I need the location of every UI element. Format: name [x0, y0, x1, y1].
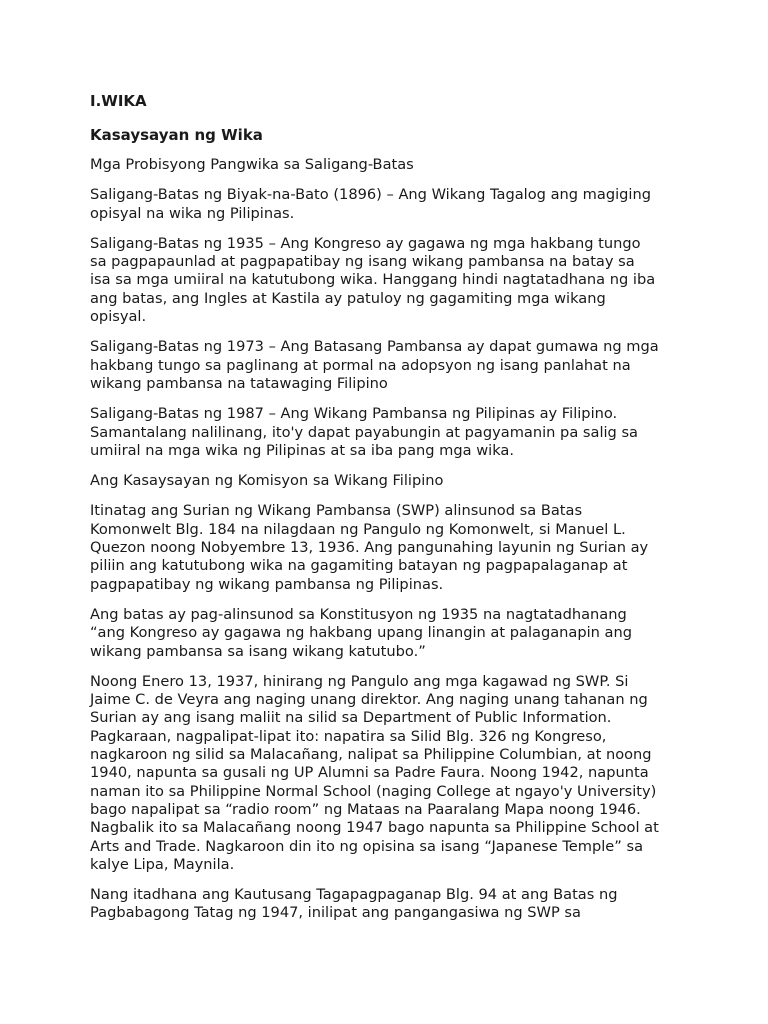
paragraph-swp-history: [90, 673, 690, 874]
paragraph-biyak-na-bato: [90, 186, 690, 223]
text-line: Jaime C. de Veyra ang naging unang direktor. Ang naging unang tahanan ng: [90, 691, 648, 709]
section-subheading: Kasaysayan ng Wika: [90, 126, 263, 144]
paragraph-komisyon-title: [90, 472, 690, 490]
section-heading: I.WIKA: [90, 92, 147, 110]
text-line: Noong Enero 13, 1937, hinirang ng Pangulo ang mga kagawad ng SWP. Si: [90, 672, 629, 690]
text-line: Surian ay ang isang maliit na silid sa Department of Public Information.: [90, 709, 612, 727]
text-line: Nagbalik ito sa Malacañang noong 1947 bago napunta sa Philippine School at: [90, 819, 659, 837]
paragraph-swp-founding: [90, 502, 690, 593]
text-line: pagpapatibay ng wikang pambansa ng Pilipinas.: [90, 575, 444, 593]
text-line: bago napalipat sa “radio room” ng Mataas na Paaralang Mapa noong 1946.: [90, 800, 641, 818]
paragraph-probisyon-title: [90, 156, 690, 174]
text-line: sa pagpapaunlad at pagpapatibay ng isang wikang pambansa na batay sa: [90, 253, 635, 271]
text-line: wikang pambansa sa isang wikang katutubo.”: [90, 642, 426, 660]
text-line: nagkaroon ng silid sa Malacañang, nalipat sa Philippine Columbian, at noong: [90, 746, 652, 764]
paragraph-1973: [90, 338, 690, 393]
text-line: opisyal na wika ng Pilipinas.: [90, 204, 295, 222]
paragraph-1987: [90, 405, 690, 460]
text-line: Mga Probisyong Pangwika sa Saligang-Batas: [90, 156, 414, 173]
text-line: opisyal.: [90, 308, 147, 326]
paragraph-1935: [90, 235, 690, 326]
text-line: Arts and Trade. Nagkaroon din ito ng opisina sa isang “Japanese Temple” sa: [90, 837, 644, 855]
text-line: Pagkaraan, nagpalipat-lipat ito: napatira sa Silid Blg. 326 ng Kongreso,: [90, 727, 607, 745]
text-line: Quezon noong Nobyembre 13, 1936. Ang pangunahing layunin ng Surian ay: [90, 539, 649, 557]
text-line: umiiral na mga wika ng Pilipinas at sa iba pang mga wika.: [90, 441, 514, 459]
text-line: Komonwelt Blg. 184 na nilagdaan ng Pangulo ng Komonwelt, si Manuel L.: [90, 520, 626, 538]
text-line: Nang itadhana ang Kautusang Tagapagpaganap Blg. 94 at ang Batas ng: [90, 886, 618, 904]
text-line: kalye Lipa, Maynila.: [90, 855, 235, 873]
text-line: Saligang-Batas ng 1987 – Ang Wikang Pambansa ng Pilipinas ay Filipino.: [90, 405, 618, 423]
text-line: hakbang tungo sa paglinang at pormal na adopsyon ng isang panlahat na: [90, 356, 631, 374]
text-line: Samantalang nalilinang, ito'y dapat payabungin at pagyamanin pa salig sa: [90, 423, 638, 441]
text-line: ang batas, ang Ingles at Kastila ay patuloy ng gagamiting mga wikang: [90, 289, 606, 307]
text-line: Ang batas ay pag-alinsunod sa Konstitusyon ng 1935 na nagtatadhanang: [90, 605, 627, 623]
paragraph-kautusan-94: [90, 886, 690, 923]
text-line: piliin ang katutubong wika na gagamiting batayan ng pagpapalaganap at: [90, 557, 628, 575]
text-line: naman ito sa Philippine Normal School (naging College at ngayo'y University): [90, 782, 657, 800]
text-line: Saligang-Batas ng 1973 – Ang Batasang Pambansa ay dapat gumawa ng mga: [90, 338, 659, 356]
document-page: [90, 92, 690, 935]
text-line: Saligang-Batas ng 1935 – Ang Kongreso ay gagawa ng mga hakbang tungo: [90, 234, 641, 252]
text-line: isa sa mga umiiral na katutubong wika. Hanggang hindi nagtatadhana ng iba: [90, 271, 656, 289]
text-line: Itinatag ang Surian ng Wikang Pambansa (SWP) alinsunod sa Batas: [90, 502, 583, 520]
text-line: 1940, napunta sa gusali ng UP Alumni sa Padre Faura. Noong 1942, napunta: [90, 764, 649, 782]
text-line: wikang pambansa na tatawaging Filipino: [90, 374, 388, 392]
text-line: Saligang-Batas ng Biyak-na-Bato (1896) – Ang Wikang Tagalog ang magiging: [90, 186, 651, 204]
paragraph-konstitusyon-1935: [90, 606, 690, 661]
text-line: Pagbabagong Tatag ng 1947, inilipat ang pangangasiwa ng SWP sa: [90, 904, 581, 922]
text-line: “ang Kongreso ay gagawa ng hakbang upang linangin at palaganapin ang: [90, 624, 633, 642]
text-line: Ang Kasaysayan ng Komisyon sa Wikang Filipino: [90, 472, 444, 490]
